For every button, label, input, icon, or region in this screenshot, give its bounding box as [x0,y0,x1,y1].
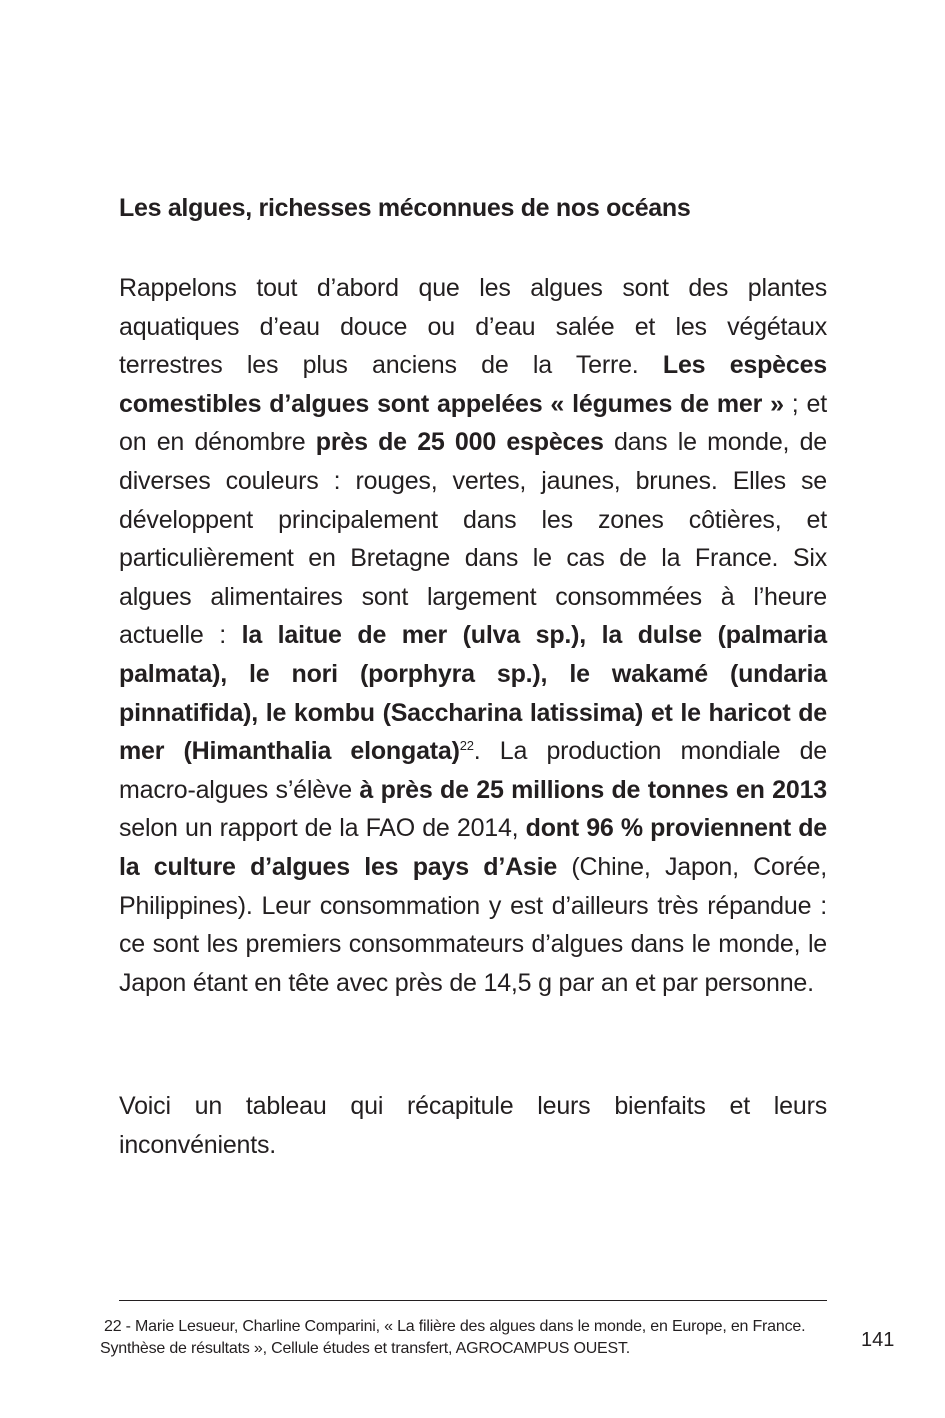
text-run: selon un rapport de la FAO de 2014, [119,814,526,843]
text-run: (Chine, Japon, Corée, Philippines). Leur consommation y est d’ailleurs très répandue : ce sont les premiers consommateurs d’algues dans le monde, le Japon étant en tête avec près de 14,5 g par an et par personne. [119,852,827,997]
bold-run: dont 96 % proviennent de la culture d’algues les pays d’Asie [119,814,827,881]
footnote-divider [119,1300,827,1301]
page-number: 141 [861,1329,895,1351]
text-run: ; et on en dénombre [119,389,827,457]
footnote-text: Marie Lesueur, Charline Comparini, « La filière des algues dans le monde, en Europe, en France. Synthèse de résultats », Cellule études et transfert, AGROCAMPUS OUEST. [100,1318,806,1357]
footnote-number: 22 - [104,1318,136,1335]
bold-run: près de 25 000 espèces [315,428,604,457]
bold-run: à près de 25 millions de tonnes en 2013 [359,775,827,804]
footnote-reference[interactable]: 22 [459,738,474,754]
text-run: Rappelons tout d’abord que les algues sont des plantes aquatiques d’eau douce ou d’eau salée et les végétaux terrestres les plus anciens de la Terre. [119,274,827,380]
text-run: . La production mondiale de macro-algues s’élève [119,737,827,804]
body-paragraph-algae-intro [119,269,827,1002]
body-paragraph-table-intro: Voici un tableau qui récapitule leurs bienfaits et leurs inconvénients. [119,1092,827,1159]
text-run: dans le monde, de diverses couleurs : rouges, vertes, jaunes, brunes. Elles se développent principalement dans les zones côtières, et particulièrement en Bretagne dans le cas de la France. Six algues alimentaires sont largement consommées à l’heure actuelle : [119,428,828,650]
section-heading: Les algues, richesses méconnues de nos océans [119,194,691,222]
bold-run: la laitue de mer (ulva sp.), la dulse (palmaria palmata), le nori (porphyra sp.), le wakamé (undaria pinnatifida), le kombu (Saccharina latissima) et le haricot de mer (Himanthalia elongata) [119,621,827,766]
bold-run: Les espèces comestibles d’algues sont appelées « légumes de mer » [119,351,827,418]
footnote [100,1316,830,1360]
